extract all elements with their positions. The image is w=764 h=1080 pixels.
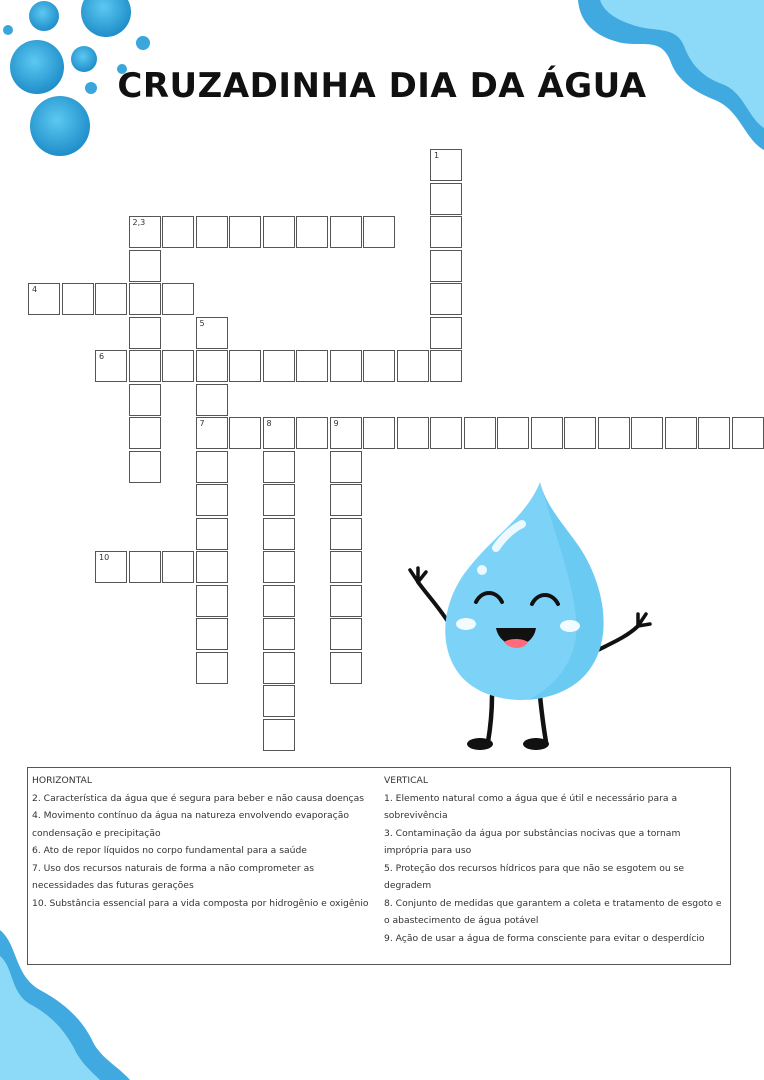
crossword-cell[interactable]: [732, 417, 764, 449]
crossword-cell[interactable]: [95, 551, 127, 583]
clue-number: 5: [199, 318, 205, 328]
crossword-cell[interactable]: [430, 350, 462, 382]
clue-line: sobrevivência: [384, 810, 448, 821]
clue-line: condensação e precipitação: [32, 827, 161, 839]
crossword-cell[interactable]: [363, 350, 395, 382]
crossword-cell[interactable]: [464, 417, 496, 449]
crossword-cell[interactable]: [129, 216, 161, 248]
crossword-cell[interactable]: [665, 417, 697, 449]
clue-line: 7. Uso dos recursos naturais de forma a não comprometer as: [32, 862, 314, 874]
crossword-cell[interactable]: [196, 484, 228, 516]
clue-number: 10: [99, 553, 110, 562]
crossword-cell[interactable]: [129, 350, 161, 382]
crossword-cell[interactable]: [698, 417, 730, 449]
crossword-cell[interactable]: [129, 417, 161, 449]
crossword-cell[interactable]: [430, 417, 462, 449]
clue-line: 8. Conjunto de medidas que garantem a coleta e tratamento de esgoto e: [384, 897, 722, 909]
crossword-cell[interactable]: [196, 551, 228, 583]
crossword-cell[interactable]: [263, 719, 295, 751]
crossword-cell[interactable]: [28, 283, 60, 315]
crossword-cell[interactable]: [330, 652, 362, 684]
crossword-cell[interactable]: [330, 551, 362, 583]
crossword-cell[interactable]: [196, 451, 228, 483]
crossword-cell[interactable]: [129, 250, 161, 282]
crossword-cell[interactable]: [229, 216, 261, 248]
crossword-cell[interactable]: [430, 283, 462, 315]
crossword-cell[interactable]: [430, 216, 462, 248]
crossword-cell[interactable]: [330, 350, 362, 382]
crossword-cell[interactable]: [363, 417, 395, 449]
clue-number: 1: [434, 151, 440, 160]
vertical-heading: VERTICAL: [384, 775, 428, 786]
crossword-cell[interactable]: [162, 283, 194, 315]
crossword-cell[interactable]: [263, 618, 295, 650]
clues-box: [27, 767, 731, 965]
crossword-cell[interactable]: [531, 417, 563, 449]
crossword-cell[interactable]: [430, 317, 462, 349]
clue-line: 1. Elemento natural como a água que é útil e necessário para a: [384, 792, 678, 804]
crossword-cell[interactable]: [430, 250, 462, 282]
crossword-cell[interactable]: [162, 216, 194, 248]
crossword-cell[interactable]: [196, 384, 228, 416]
crossword-cell[interactable]: [95, 283, 127, 315]
crossword-cell[interactable]: [263, 451, 295, 483]
crossword-cell[interactable]: [330, 518, 362, 550]
crossword-cell[interactable]: [229, 350, 261, 382]
crossword-cell[interactable]: [196, 618, 228, 650]
clue-line: degradem: [384, 880, 432, 891]
crossword-cell[interactable]: [263, 417, 295, 449]
crossword-cell[interactable]: [430, 149, 462, 181]
crossword-cell[interactable]: [296, 350, 328, 382]
crossword-cell[interactable]: [263, 585, 295, 617]
crossword-cell[interactable]: [196, 518, 228, 550]
crossword-cell[interactable]: [598, 417, 630, 449]
crossword-cell[interactable]: [129, 451, 161, 483]
crossword-cell[interactable]: [196, 216, 228, 248]
crossword-cell[interactable]: [196, 585, 228, 617]
clue-line: imprópria para uso: [384, 845, 472, 856]
crossword-cell[interactable]: [263, 350, 295, 382]
clue-number: 9: [333, 419, 339, 428]
water-drop-mascot-icon: [400, 478, 660, 758]
clue-line: 4. Movimento contínuo da água na natureza envolvendo evaporação: [32, 810, 349, 821]
crossword-cell[interactable]: [62, 283, 94, 315]
horizontal-heading: HORIZONTAL: [32, 775, 92, 786]
clue-line: 9. Ação de usar a água de forma consciente para evitar o desperdício: [384, 932, 705, 944]
vertical-clues: [384, 772, 730, 947]
clue-number: 7: [199, 419, 205, 428]
crossword-cell[interactable]: [129, 317, 161, 349]
clue-line: necessidades das futuras gerações: [32, 880, 194, 891]
clue-line: 6. Ato de repor líquidos no corpo fundamental para a saúde: [32, 845, 307, 856]
crossword-cell[interactable]: [330, 216, 362, 248]
crossword-cell[interactable]: [497, 417, 529, 449]
crossword-cell[interactable]: [129, 283, 161, 315]
clue-number: 4: [32, 285, 38, 294]
clue-line: 3. Contaminação da água por substâncias nocivas que a tornam: [384, 827, 681, 839]
crossword-cell[interactable]: [330, 451, 362, 483]
crossword-cell[interactable]: [330, 618, 362, 650]
crossword-cell[interactable]: [296, 417, 328, 449]
crossword-cell[interactable]: [229, 417, 261, 449]
crossword-cell[interactable]: [196, 350, 228, 382]
crossword-cell[interactable]: [196, 652, 228, 684]
crossword-cell[interactable]: [162, 350, 194, 382]
crossword-cell[interactable]: [129, 551, 161, 583]
crossword-cell[interactable]: [330, 417, 362, 449]
crossword-cell[interactable]: [263, 216, 295, 248]
clue-line: 10. Substância essencial para a vida composta por hidrogênio e oxigênio: [32, 897, 369, 909]
crossword-cell[interactable]: [196, 317, 228, 349]
crossword-cell[interactable]: [263, 551, 295, 583]
clue-number: 8: [266, 419, 272, 428]
crossword-cell[interactable]: [263, 518, 295, 550]
crossword-cell[interactable]: [397, 417, 429, 449]
crossword-cell[interactable]: [296, 216, 328, 248]
crossword-cell[interactable]: [330, 484, 362, 516]
crossword-cell[interactable]: [95, 350, 127, 382]
crossword-cell[interactable]: [363, 216, 395, 248]
crossword-cell[interactable]: [196, 417, 228, 449]
clue-number: 6: [99, 352, 105, 361]
clue-line: 2. Característica da água que é segura para beber e não causa doenças: [32, 792, 365, 804]
clue-number: 2,3: [132, 218, 146, 227]
crossword-cell[interactable]: [129, 384, 161, 416]
crossword-cell[interactable]: [263, 652, 295, 684]
crossword-cell[interactable]: [263, 685, 295, 717]
crossword-cell[interactable]: [397, 350, 429, 382]
crossword-cell[interactable]: [162, 551, 194, 583]
horizontal-clues: [32, 772, 376, 912]
crossword-cell[interactable]: [330, 585, 362, 617]
crossword-cell[interactable]: [564, 417, 596, 449]
page-title: CRUZADINHA DIA DA ÁGUA: [117, 66, 647, 106]
clue-line: o abastecimento de água potável: [384, 915, 539, 926]
crossword-cell[interactable]: [631, 417, 663, 449]
crossword-cell[interactable]: [430, 183, 462, 215]
crossword-cell[interactable]: [263, 484, 295, 516]
clue-line: 5. Proteção dos recursos hídricos para que não se esgotem ou se: [384, 862, 685, 874]
